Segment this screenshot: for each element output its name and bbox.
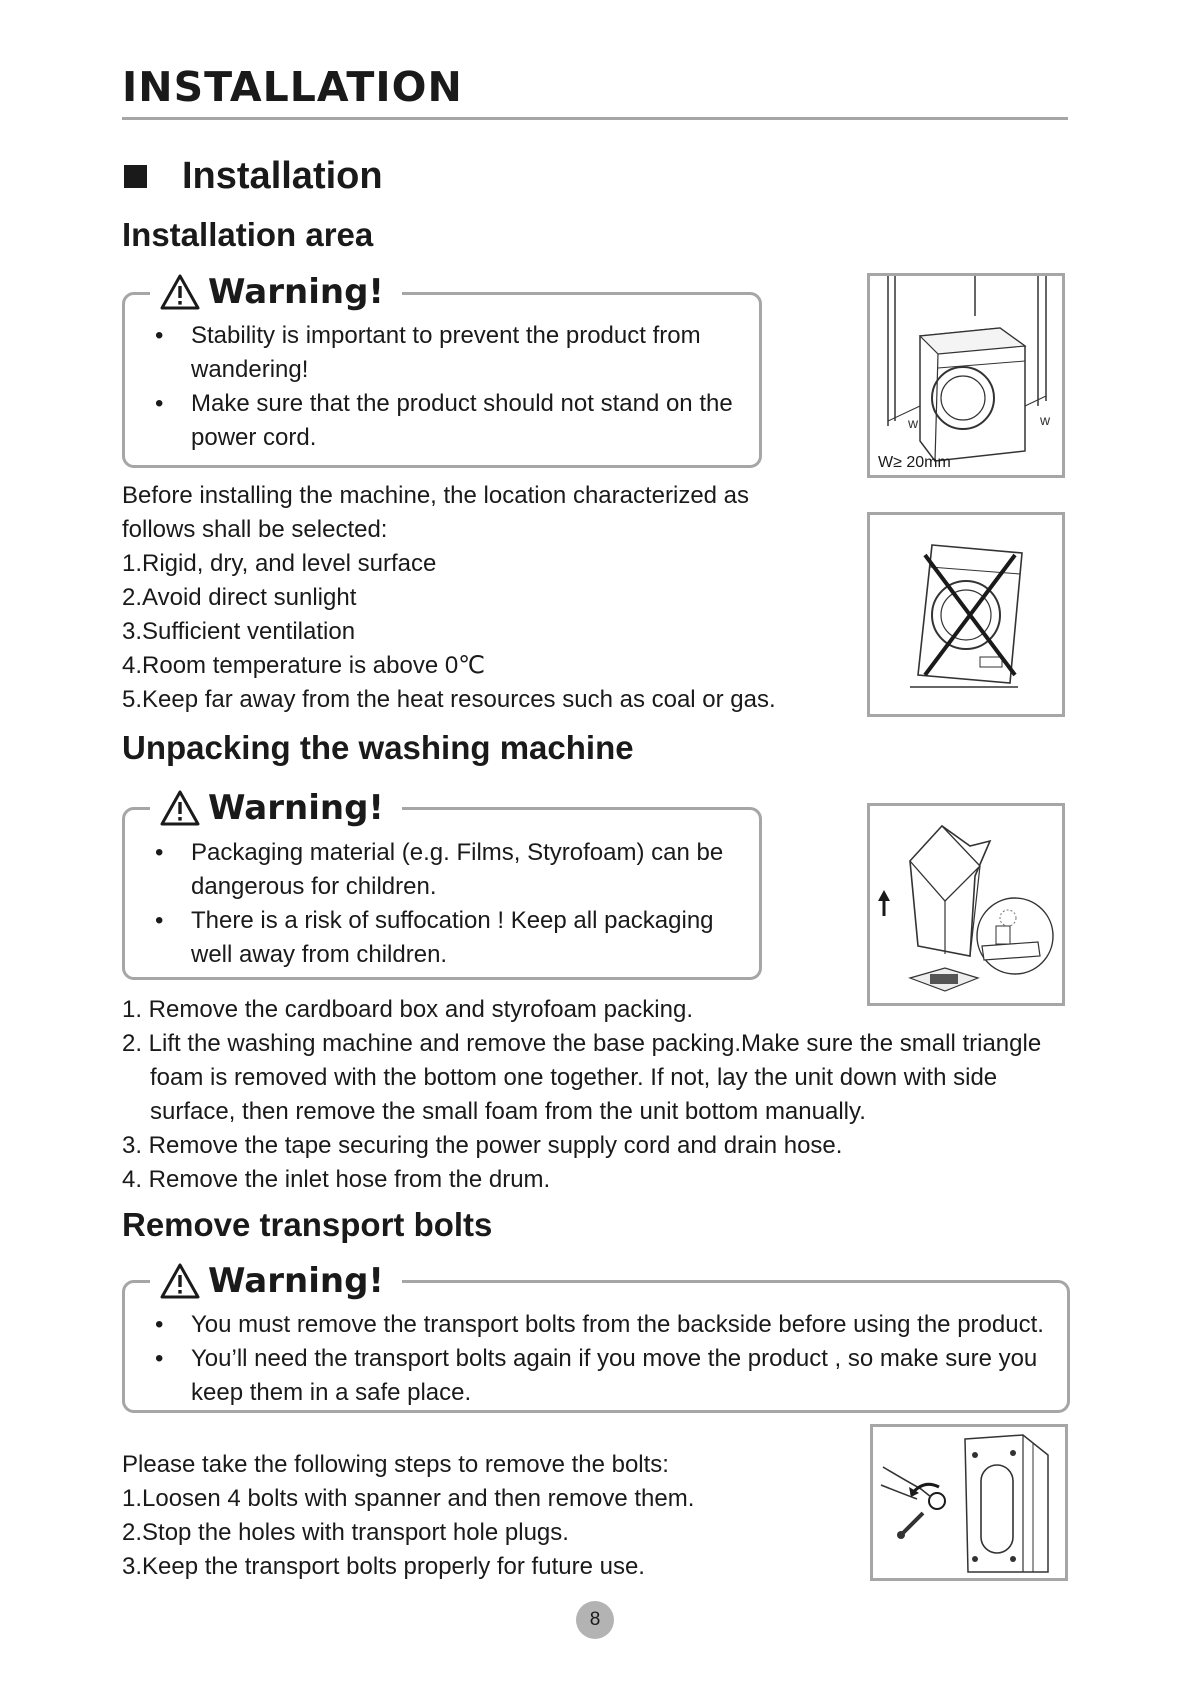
section-square-icon — [124, 165, 147, 188]
box-unpacking-illustration — [870, 806, 1062, 1003]
list-item: • You must remove the transport bolts from the backside before using the product. — [155, 1308, 1067, 1342]
warning-title: Warning! — [208, 788, 384, 828]
installation-area-title: Installation area — [122, 216, 374, 253]
list-item: • Stability is important to prevent the product from wandering! — [155, 319, 755, 387]
unpacking-steps — [122, 993, 1082, 1197]
warning-heading — [150, 786, 402, 830]
transport-bolts-title: Remove transport bolts — [122, 1206, 493, 1243]
list-item: 1.Loosen 4 bolts with spanner and then remove them. — [122, 1485, 695, 1512]
bolts-intro: Please take the following steps to remove the bolts: — [122, 1451, 669, 1478]
page-heading: INSTALLATION — [122, 63, 463, 111]
list-item: 5.Keep far away from the heat resources such as coal or gas. — [122, 686, 776, 713]
section-title: Installation — [182, 155, 383, 197]
installation-warning-list — [155, 319, 755, 455]
figure-label-gap: W≥ 20mm — [878, 454, 951, 471]
page-number: 8 — [576, 1601, 614, 1639]
heading-rule — [122, 117, 1068, 120]
washer-clearance-illustration — [870, 276, 1062, 475]
warning-title: Warning! — [208, 272, 384, 312]
list-item: 1.Rigid, dry, and level surface — [122, 550, 437, 577]
figure-transport-bolts — [870, 1424, 1068, 1581]
bolts-steps — [122, 1482, 842, 1584]
warning-heading — [150, 270, 402, 314]
installation-requirements — [122, 547, 882, 717]
figure-unlevel — [867, 512, 1065, 717]
list-item: 3. Remove the tape securing the power supply cord and drain hose. — [122, 1132, 843, 1159]
warning-heading — [150, 1259, 402, 1303]
list-item: • There is a risk of suffocation ! Keep all packaging well away from children. — [155, 904, 755, 972]
washer-tilted-illustration — [870, 515, 1062, 714]
list-item: 4.Room temperature is above 0℃ — [122, 652, 486, 679]
figure-unpacking — [867, 803, 1065, 1006]
bolt-removal-illustration — [873, 1427, 1065, 1578]
list-item: 1. Remove the cardboard box and styrofoam packing. — [122, 996, 693, 1023]
list-item: 3.Sufficient ventilation — [122, 618, 356, 645]
list-item: • You’ll need the transport bolts again if you move the product , so make sure you keep them in a safe place. — [155, 1342, 1067, 1410]
list-item: 2.Avoid direct sunlight — [122, 584, 357, 611]
figure-label-w-right: w — [1040, 412, 1051, 428]
warning-triangle-icon — [160, 274, 200, 310]
figure-label-w-left: w — [908, 415, 919, 431]
unpacking-title: Unpacking the washing machine — [122, 729, 634, 766]
list-item: • Make sure that the product should not stand on the power cord. — [155, 387, 755, 455]
warning-triangle-icon — [160, 790, 200, 826]
list-item: • Packaging material (e.g. Films, Styrofoam) can be dangerous for children. — [155, 836, 755, 904]
installation-intro: Before installing the machine, the location characterized as follows shall be selected: — [122, 482, 750, 543]
figure-clearance — [867, 273, 1065, 478]
list-item: 3.Keep the transport bolts properly for future use. — [122, 1553, 645, 1580]
list-item: 2. Lift the washing machine and remove the base packing.Make sure the small triangle foam is removed with the bottom one together. If not, lay the unit down with side surface, then remove the small foam from the unit bottom manually. — [122, 1030, 1042, 1125]
warning-title: Warning! — [208, 1261, 384, 1301]
warning-triangle-icon — [160, 1263, 200, 1299]
list-item: 4. Remove the inlet hose from the drum. — [122, 1166, 551, 1193]
unpacking-warning-list — [155, 836, 755, 972]
list-item: 2.Stop the holes with transport hole plugs. — [122, 1519, 569, 1546]
bolts-warning-list — [155, 1308, 1067, 1410]
